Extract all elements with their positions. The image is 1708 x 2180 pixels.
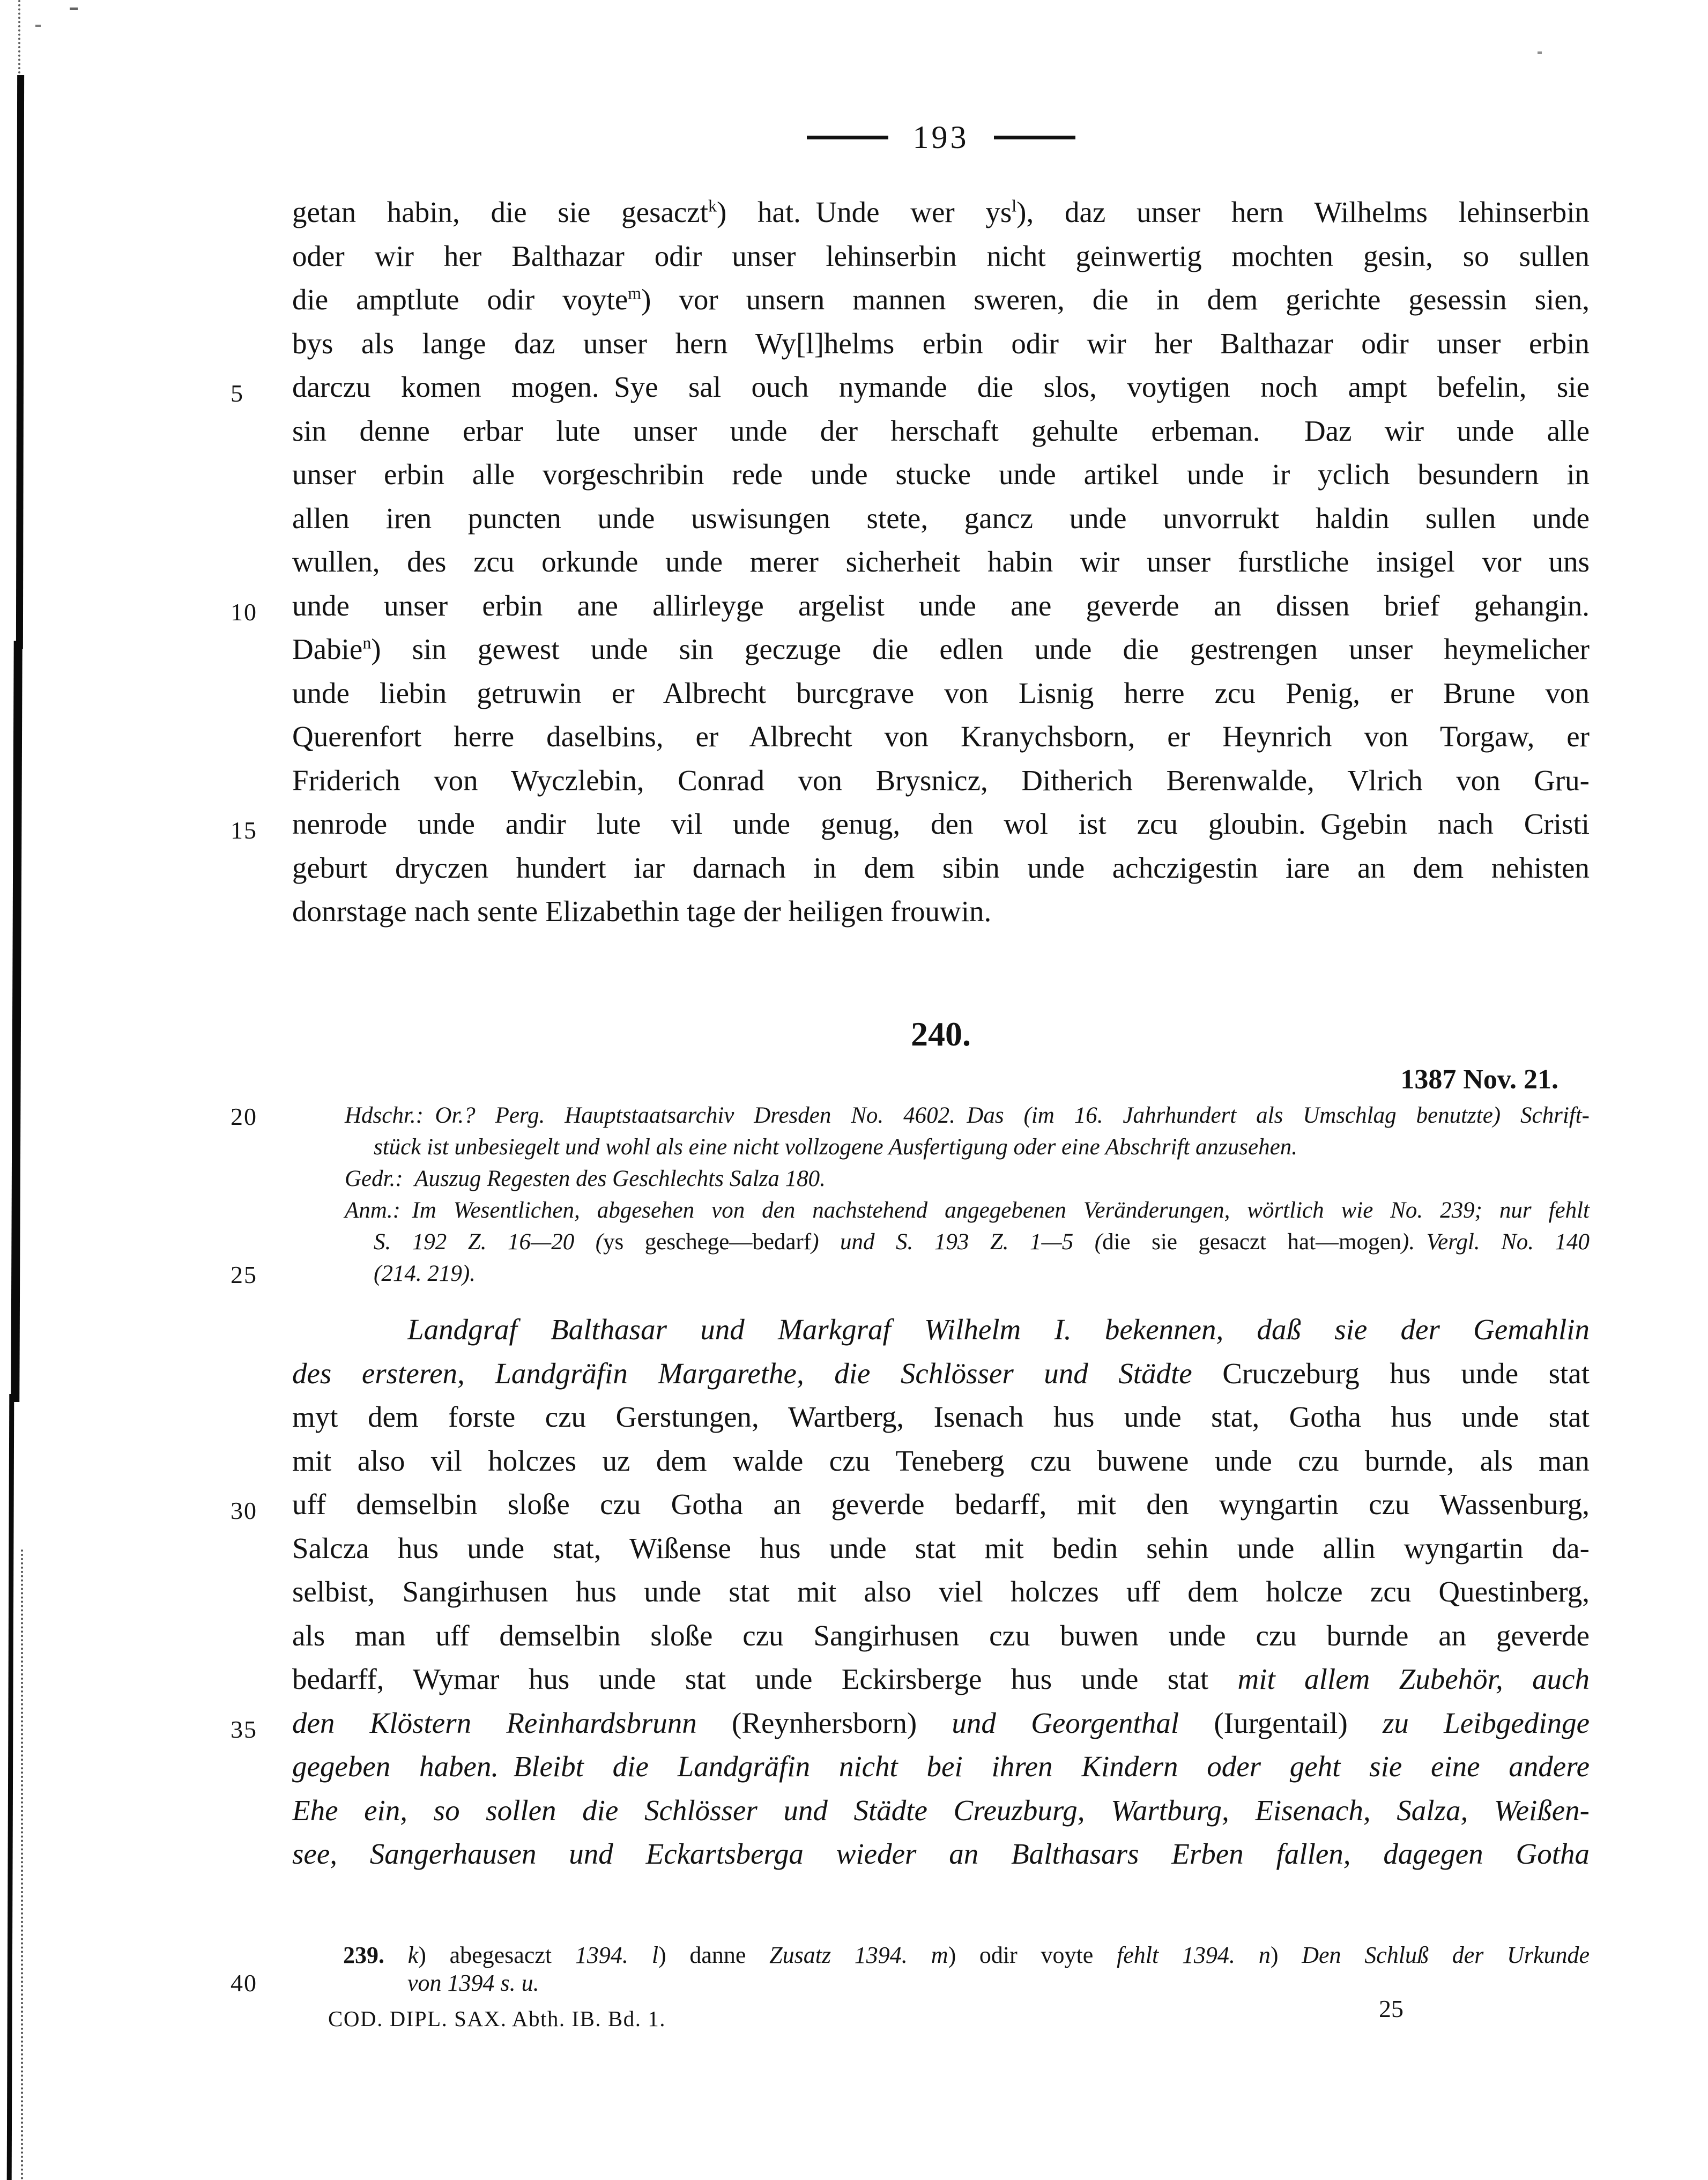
scan-artifact-dots-lower xyxy=(21,1549,23,2180)
text-segment: ) danne xyxy=(658,1942,770,1968)
page-number: 193 xyxy=(912,120,969,155)
sheet-signature: 25 xyxy=(1379,1995,1403,2022)
text-segment: die sie gesaczt hat—mogen xyxy=(1102,1229,1402,1255)
charter-number-heading: 240. xyxy=(911,1015,971,1053)
text-segment: als man uff demselbin sloße czu Sangirhusen czu buwen unde czu burnde an geverde xyxy=(292,1619,1590,1652)
source-annotations-block xyxy=(231,1100,1590,1289)
regest-line xyxy=(292,1395,1590,1439)
margin-line-number: 10 xyxy=(231,598,257,626)
scan-artifact-streak-upper xyxy=(16,75,24,649)
series-footer: COD. DIPL. SAX. Abth. IB. Bd. 1. xyxy=(328,2006,666,2031)
footnote-line xyxy=(231,1969,1590,1997)
text-segment: unser erbin alle vorgeschribin rede unde stucke unde artikel unde ir yclich besundern in xyxy=(292,458,1590,491)
text-segment: donrstage nach sente Elizabethin tage der heiligen frouwin. xyxy=(292,895,992,928)
regest-line xyxy=(292,1657,1590,1701)
text-segment: ) odir voyte xyxy=(948,1942,1117,1968)
annotation-line xyxy=(292,1195,1590,1226)
scan-speck xyxy=(70,8,78,10)
regest-line xyxy=(292,1614,1590,1658)
text-segment: sin denne erbar lute unser unde der herschaft gehulte erbeman. Daz wir unde alle xyxy=(292,414,1590,447)
charter-text-line xyxy=(292,889,1590,933)
header-rule-right xyxy=(994,136,1075,139)
text-segment: des ersteren, Landgräfin Margarethe, die Schlösser und Städte xyxy=(292,1356,1223,1390)
text-segment: von 1394 s. u. xyxy=(407,1970,539,1996)
text-segment: 239. xyxy=(343,1942,408,1968)
margin-line-number: 15 xyxy=(231,817,257,844)
text-segment: Querenfort herre daselbins, er Albrecht von Kranychsborn, er Heynrich von Torgaw, er xyxy=(292,720,1590,753)
charter-text-line xyxy=(292,496,1590,540)
regest-line xyxy=(292,1352,1590,1396)
page-header xyxy=(292,121,1590,153)
text-segment: zu Leibgedinge xyxy=(1347,1706,1590,1739)
text-segment: Hdschr.: Or.? Perg. Hauptstaatsarchiv Dresden No. 4602. Das (im 16. Jahrhundert als Umschlag benutzte) Schrift- xyxy=(345,1103,1590,1128)
text-segment: myt dem forste czu Gerstungen, Wartberg, Isenach hus unde stat, Gotha hus unde stat xyxy=(292,1400,1590,1433)
text-segment: 1394. xyxy=(575,1942,628,1968)
scan-artifact-dots-top xyxy=(18,0,20,78)
text-segment: ) hat. Unde wer ys xyxy=(716,196,1012,228)
text-segment: S. 192 Z. 16—20 ( xyxy=(374,1229,604,1255)
text-segment: ys geschege—bedarf xyxy=(603,1229,812,1255)
charter-date: 1387 Nov. 21. xyxy=(1400,1064,1558,1095)
text-segment: getan habin, die sie gesaczt xyxy=(292,196,708,228)
text-segment: ), daz unser hern Wilhelms lehinserbin xyxy=(1016,196,1590,228)
charter-text-line xyxy=(231,584,1590,628)
regest-line xyxy=(292,1526,1590,1570)
text-segment: Cruczeburg hus unde stat xyxy=(1222,1356,1590,1390)
text-segment: die amptlute odir voyte xyxy=(292,283,628,316)
text-segment: Gedr.: Auszug Regesten des Geschlechts Salza 180. xyxy=(345,1166,826,1191)
charter-text-line xyxy=(292,322,1590,366)
text-segment: fehlt 1394. xyxy=(1116,1942,1235,1968)
text-segment: (Reynhersborn) xyxy=(732,1706,917,1739)
text-segment: Friderich von Wyczlebin, Conrad von Brysnicz, Ditherich Berenwalde, Vlrich von Gru- xyxy=(292,763,1590,797)
scan-speck xyxy=(1538,51,1542,54)
text-segment: selbist, Sangirhusen hus unde stat mit also viel holczes uff dem holcze zcu Questinberg, xyxy=(292,1575,1590,1608)
footnotes-block xyxy=(231,1941,1590,1997)
charter-text-line xyxy=(292,671,1590,715)
annotation-line xyxy=(292,1131,1590,1163)
text-segment: ) sin gewest unde sin geczuge die edlen unde die gestrengen unser heymelicher xyxy=(371,633,1590,665)
annotation-line xyxy=(292,1226,1590,1258)
text-segment: Dabie xyxy=(292,633,363,665)
margin-line-number: 25 xyxy=(231,1261,257,1288)
text-segment: Anm.: Im Wesentlichen, abgesehen von den nachstehend angegebenen Veränderungen, wörtlich wie No. 239; nur fehlt xyxy=(345,1198,1590,1223)
text-segment: wullen, des zcu orkunde unde merer sicherheit habin wir unser furstliche insigel vor uns xyxy=(292,545,1590,578)
margin-line-number: 5 xyxy=(231,380,244,407)
text-segment: bys als lange daz unser hern Wy[l]helms erbin odir wir her Balthazar odir unser erbin xyxy=(292,327,1590,360)
charter-text-line xyxy=(292,278,1590,322)
charter-text-line xyxy=(292,759,1590,803)
scan-speck xyxy=(35,25,41,27)
text-segment: den Klöstern Reinhardsbrunn xyxy=(292,1706,732,1739)
regest-line xyxy=(292,1832,1590,1876)
text-segment: (214. 219). xyxy=(374,1261,476,1286)
text-segment: l xyxy=(651,1942,659,1968)
text-segment: n xyxy=(1258,1942,1271,1968)
text-segment: unde unser erbin ane allirleyge argelist unde ane geverde an dissen brief gehangin. xyxy=(292,589,1590,622)
text-segment: bedarff, Wymar hus unde stat unde Eckirsberge hus unde stat xyxy=(292,1663,1238,1695)
regest-line xyxy=(292,1439,1590,1483)
text-segment: nenrode unde andir lute vil unde genug, den wol ist zcu gloubin. Ggebin nach Cristi xyxy=(292,807,1590,840)
text-segment: m xyxy=(628,284,642,303)
margin-line-number: 20 xyxy=(231,1103,257,1130)
regest-line xyxy=(292,1745,1590,1789)
regest-line xyxy=(292,1308,1590,1352)
charter-text-line xyxy=(231,802,1590,846)
margin-line-number: 30 xyxy=(231,1497,257,1524)
text-segment: mit allem Zubehör, auch xyxy=(1237,1663,1590,1695)
margin-line-number: 40 xyxy=(231,1969,257,1997)
text-segment xyxy=(628,1942,652,1968)
regest-line xyxy=(231,1701,1590,1745)
text-segment: k xyxy=(407,1942,419,1968)
regest-line xyxy=(292,1570,1590,1614)
charter-text-line xyxy=(292,715,1590,759)
header-rule-left xyxy=(807,136,888,139)
text-segment: ) xyxy=(1270,1942,1302,1968)
charter-text-line xyxy=(292,846,1590,890)
charter-text-line xyxy=(292,190,1590,234)
margin-line-number: 35 xyxy=(231,1715,257,1743)
text-segment: see, Sangerhausen und Eckartsberga wieder an Balthasars Erben fallen, dagegen Gotha xyxy=(292,1837,1590,1870)
text-segment: stück ist unbesiegelt und wohl als eine nicht vollzogene Ausfertigung oder eine Abschrift anzusehen. xyxy=(374,1135,1297,1160)
text-segment: allen iren puncten unde uswisungen stete, gancz unde unvorrukt haldin sullen unde xyxy=(292,501,1590,535)
text-segment: Den Schluß der Urkunde xyxy=(1302,1942,1590,1968)
text-segment: Ehe ein, so sollen die Schlösser und Städte Creuzburg, Wartburg, Eisenach, Salza, Weißen- xyxy=(292,1793,1590,1827)
text-segment: m xyxy=(931,1942,948,1968)
charter-text-line xyxy=(292,409,1590,453)
text-segment: ). Vergl. No. 140 xyxy=(1401,1229,1590,1255)
text-segment: und Georgenthal xyxy=(917,1706,1214,1739)
regest-line xyxy=(292,1789,1590,1833)
regest-line xyxy=(231,1482,1590,1526)
text-segment: ) und S. 193 Z. 1—5 ( xyxy=(811,1229,1103,1255)
annotation-line xyxy=(292,1163,1590,1195)
text-segment: mit also vil holczes uz dem walde czu Teneberg czu buwene unde czu burnde, als man xyxy=(292,1444,1590,1477)
scan-artifact-streak-middle xyxy=(11,641,22,1402)
footnote-line xyxy=(292,1941,1590,1969)
text-segment: l xyxy=(1012,196,1017,216)
text-segment: uff demselbin sloße czu Gotha an geverde bedarff, mit den wyngartin czu Wassenburg, xyxy=(292,1488,1590,1521)
text-segment: n xyxy=(362,633,372,652)
text-segment: darczu komen mogen. Sye sal ouch nymande die slos, voytigen noch ampt befelin, sie xyxy=(292,370,1590,403)
text-segment: unde liebin getruwin er Albrecht burcgrave von Lisnig herre zcu Penig, er Brune von xyxy=(292,676,1590,709)
charter-text-block xyxy=(231,190,1590,933)
regest-block xyxy=(231,1308,1590,1876)
charter-text-line xyxy=(292,453,1590,496)
text-segment: oder wir her Balthazar odir unser lehinserbin nicht geinwertig mochten gesin, so sullen xyxy=(292,239,1590,272)
text-segment: (Iurgentail) xyxy=(1214,1706,1348,1739)
text-segment: ) vor unsern mannen sweren, die in dem gerichte gesessin sien, xyxy=(641,283,1590,316)
charter-text-line xyxy=(231,365,1590,409)
text-segment xyxy=(1235,1942,1259,1968)
text-segment: k xyxy=(708,196,717,216)
charter-text-line xyxy=(292,234,1590,278)
text-segment xyxy=(908,1942,931,1968)
text-segment: gegeben haben. Bleibt die Landgräfin nicht bei ihren Kindern oder geht sie eine andere xyxy=(292,1750,1590,1783)
text-segment: Zusatz 1394. xyxy=(769,1942,908,1968)
text-segment: geburt dryczen hundert iar darnach in dem sibin unde achczigestin iare an dem nehisten xyxy=(292,851,1590,884)
text-segment: ) abegesaczt xyxy=(418,1942,575,1968)
charter-text-line xyxy=(292,627,1590,671)
charter-text-line xyxy=(292,540,1590,584)
annotation-line xyxy=(231,1258,1590,1289)
text-segment: Landgraf Balthasar und Markgraf Wilhelm I. bekennen, daß sie der Gemahlin xyxy=(407,1313,1590,1346)
scan-artifact-streak-lower xyxy=(7,1394,14,2180)
text-segment: Salcza hus unde stat, Wißense hus unde stat mit bedin sehin unde allin wyngartin da- xyxy=(292,1531,1590,1564)
annotation-line xyxy=(231,1100,1590,1131)
